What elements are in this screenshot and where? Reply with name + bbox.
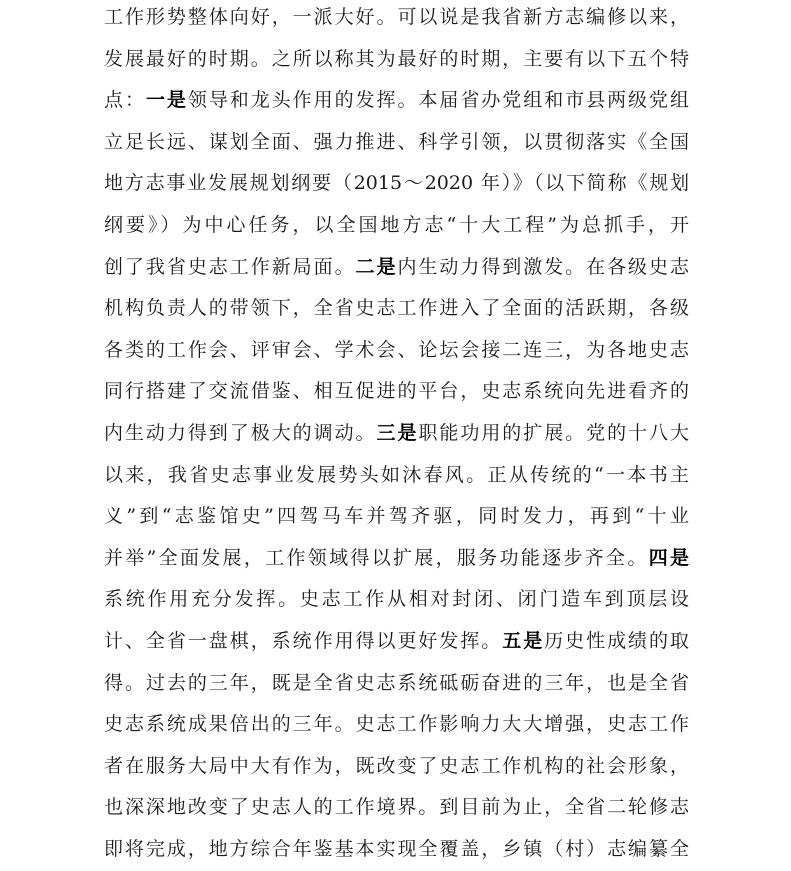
text-run: 者在服务大局中大有作为，既改变了史志工作机构的社会形象， xyxy=(104,754,689,777)
text-run: 发展最好的时期。之所以称其为最好的时期，主要有以下五个特 xyxy=(104,47,689,70)
bold-keyword: 二是 xyxy=(355,255,398,278)
text-run: 立足长远、谋划全面、强力推进、科学引领，以贯彻落实《全国 xyxy=(104,130,689,153)
text-line xyxy=(104,538,689,580)
text-run: 领导和龙头作用的发挥。本届省办党组和市县两级党组 xyxy=(187,89,689,112)
text-line xyxy=(104,0,689,39)
text-line xyxy=(104,663,689,705)
text-run: 即将完成，地方综合年鉴基本实现全覆盖，乡镇（村）志编纂全 xyxy=(104,838,689,860)
bold-keyword: 五是 xyxy=(502,630,545,652)
bold-keyword: 三是 xyxy=(376,422,419,444)
text-run: 历史性成绩的取 xyxy=(544,630,689,652)
text-run: 内生动力得到激发。在各级史志 xyxy=(397,255,689,278)
text-run: 史志系统成果倍出的三年。史志工作影响力大大增强，史志工作 xyxy=(104,713,689,736)
text-line xyxy=(104,704,689,746)
text-run: 点： xyxy=(104,89,146,112)
text-line xyxy=(104,288,689,330)
text-run: 内生动力得到了极大的调动。 xyxy=(104,422,377,444)
text-run: 各类的工作会、评审会、学术会、论坛会接二连三，为各地史志 xyxy=(104,338,689,361)
text-line xyxy=(104,413,689,455)
text-run: 同行搭建了交流借鉴、相互促进的平台，史志系统向先进看齐的 xyxy=(104,380,689,403)
text-line xyxy=(104,39,689,81)
bold-keyword: 一是 xyxy=(145,89,188,112)
text-line xyxy=(104,455,689,497)
text-run: 并举”全面发展，工作领域得以扩展，服务功能逐步齐全。 xyxy=(104,546,649,569)
text-run: 机构负责人的带领下，全省史志工作进入了全面的活跃期，各级 xyxy=(104,297,689,320)
bold-keyword: 四是 xyxy=(648,546,689,569)
text-run: 创了我省史志工作新局面。 xyxy=(104,255,356,278)
text-run: 系统作用充分发挥。史志工作从相对封闭、闭门造车到顶层设 xyxy=(104,588,689,611)
text-line xyxy=(104,621,689,663)
text-run: 以来，我省史志事业发展势头如沐春风。正从传统的“一本书主 xyxy=(104,463,689,486)
text-line xyxy=(104,247,689,289)
text-line xyxy=(104,829,689,871)
text-run: 得。过去的三年，既是全省史志系统砥砺奋进的三年，也是全省 xyxy=(104,671,689,694)
text-line xyxy=(104,205,689,247)
text-line xyxy=(104,122,689,164)
text-line xyxy=(104,371,689,413)
text-run: 纲要》）为中心任务，以全国地方志“十大工程”为总抓手，开 xyxy=(104,214,689,236)
text-line xyxy=(104,330,689,372)
text-run: 地方志事业发展规划纲要（2015～2020 年）》（以下简称《规划 xyxy=(104,172,689,195)
text-line xyxy=(104,496,689,538)
text-line xyxy=(104,746,689,788)
text-run: 工作形势整体向好，一派大好。可以说是我省新方志编修以来， xyxy=(104,6,689,28)
text-run: 也深深地改变了史志人的工作境界。到目前为止，全省二轮修志 xyxy=(104,796,689,819)
text-line xyxy=(104,80,689,122)
text-line xyxy=(104,787,689,829)
text-run: 义”到“志鉴馆史”四驾马车并驾齐驱，同时发力，再到“十业 xyxy=(104,505,689,528)
text-line xyxy=(104,579,689,621)
text-line xyxy=(104,163,689,205)
text-run: 计、全省一盘棋，系统作用得以更好发挥。 xyxy=(104,630,503,652)
text-run: 职能功用的扩展。党的十八大 xyxy=(418,422,689,444)
